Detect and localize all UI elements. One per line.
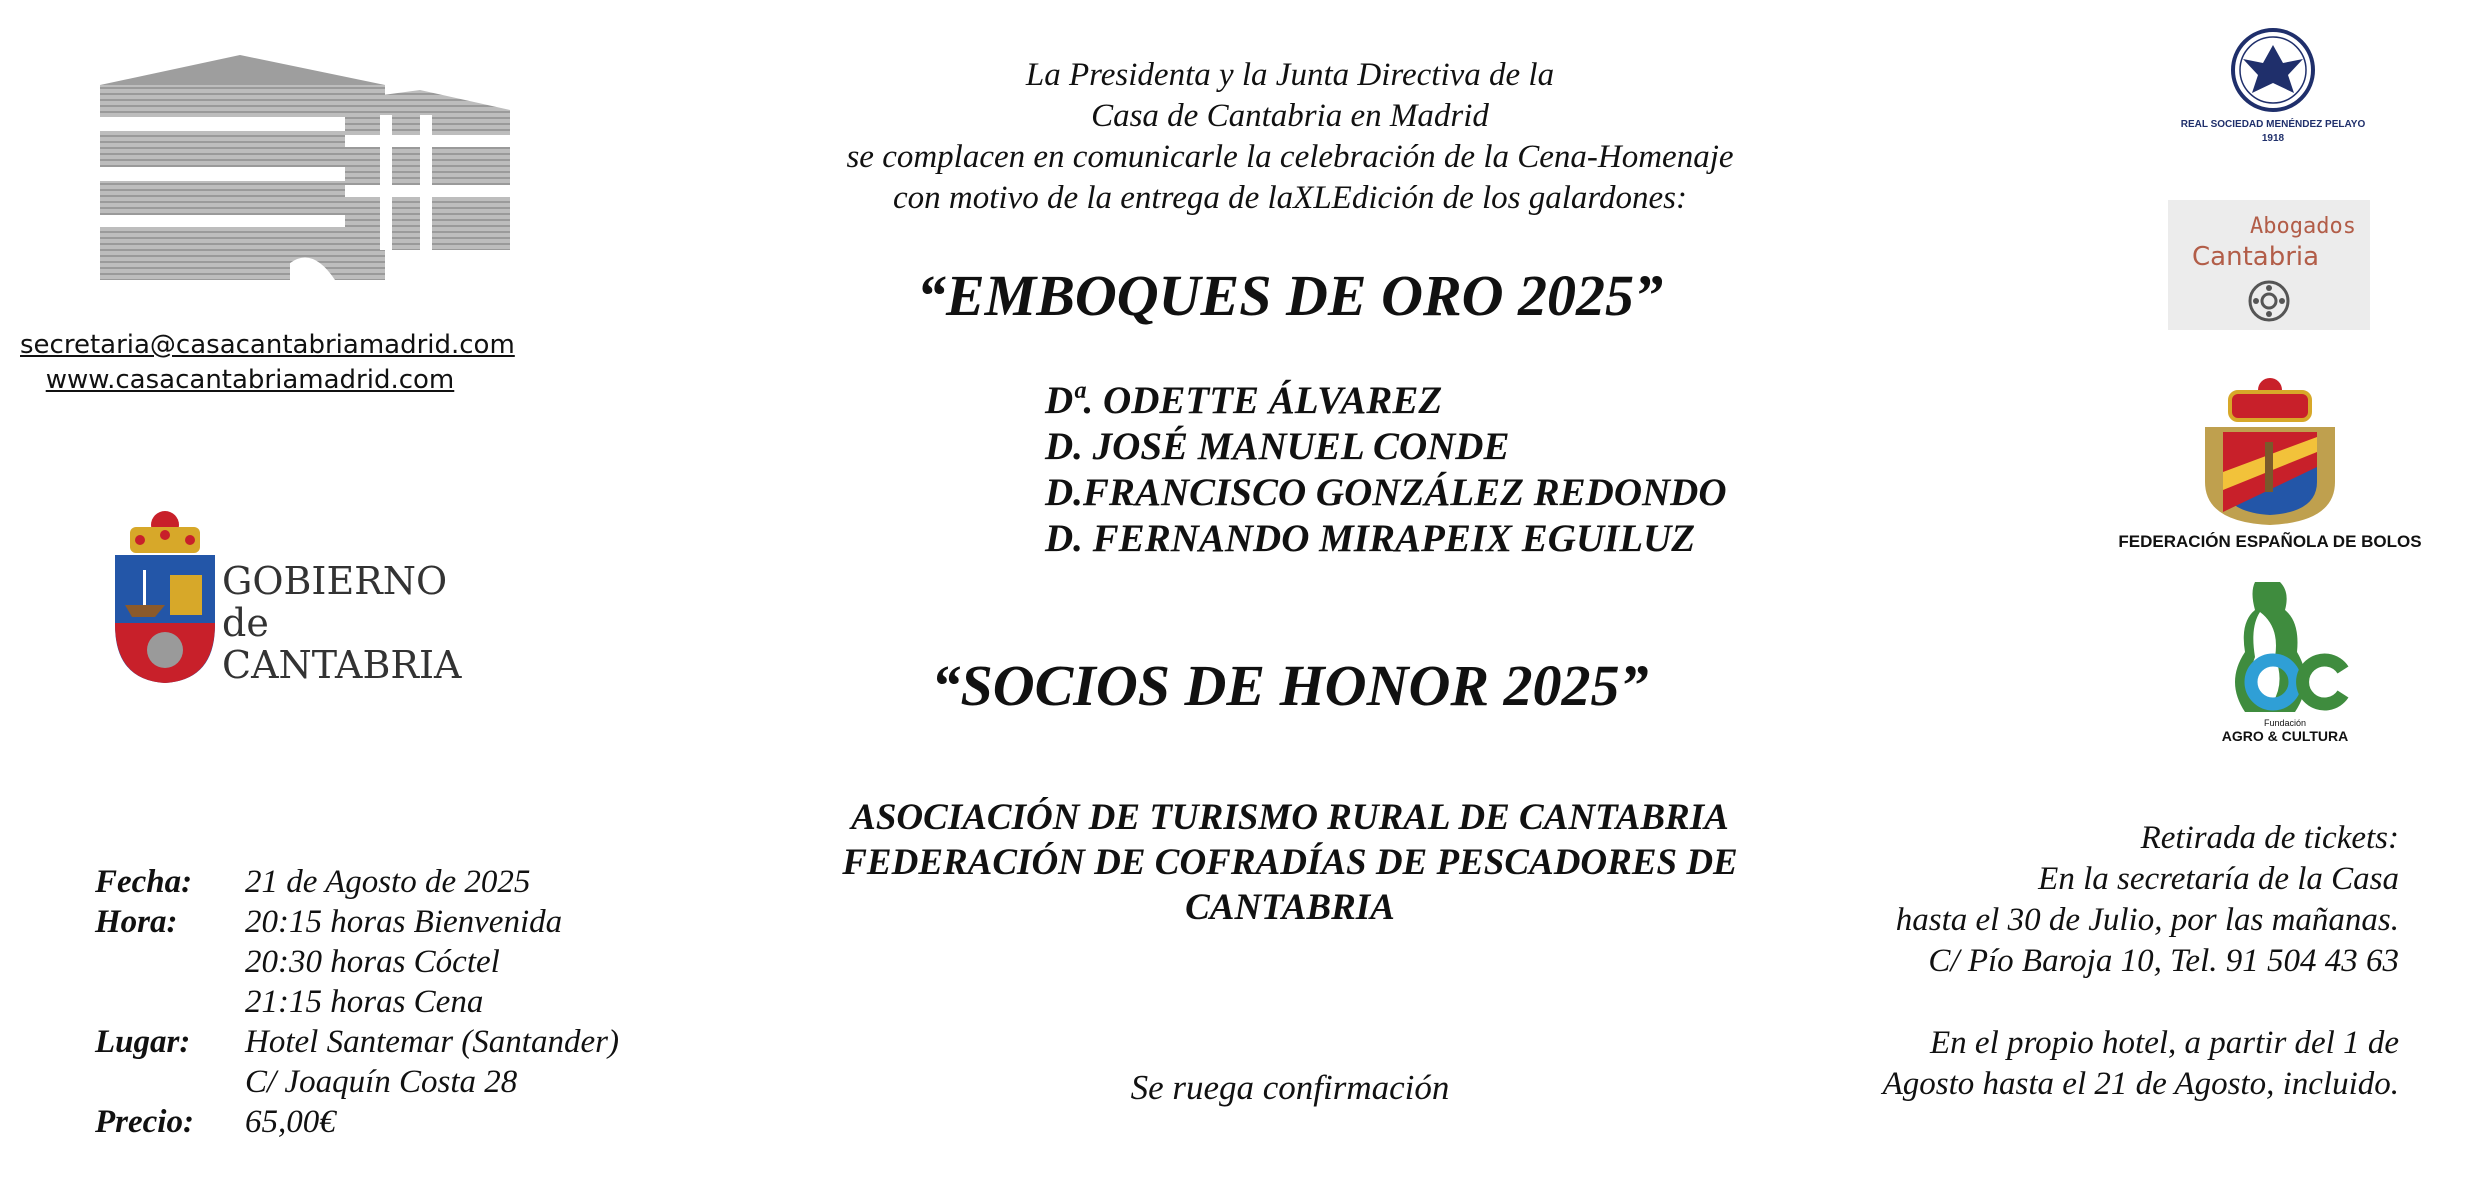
fecha-label: Fecha: bbox=[95, 864, 193, 900]
gobierno-line-1: GOBIERNO bbox=[222, 559, 448, 603]
socio-line: ASOCIACIÓN DE TURISMO RURAL DE CANTABRIA bbox=[851, 797, 1729, 838]
menendez-pelayo-caption bbox=[2168, 118, 2378, 146]
abogados-line-2: Cantabria bbox=[2192, 242, 2320, 272]
empty-cell bbox=[95, 942, 245, 982]
lugar-row bbox=[95, 1022, 619, 1062]
socio-line: FEDERACIÓN DE COFRADÍAS DE PESCADORES DE bbox=[842, 842, 1738, 883]
tickets-line: C/ Pío Baroja 10, Tel. 91 504 43 63 bbox=[1928, 943, 2399, 979]
agro-cultura-caption bbox=[2180, 718, 2390, 744]
hora-label: Hora: bbox=[95, 904, 178, 940]
agro-cultura-logo-icon bbox=[2225, 582, 2355, 717]
precio-label: Precio: bbox=[95, 1104, 194, 1140]
intro-line: se complacen en comunicarle la celebración de la Cena-Homenaje bbox=[846, 139, 1734, 175]
tickets-info bbox=[1599, 818, 2399, 1105]
confirmation-note: Se ruega confirmación bbox=[1130, 1068, 1450, 1107]
website-link[interactable]: www.casacantabriamadrid.com bbox=[45, 365, 455, 395]
event-info-table bbox=[95, 862, 619, 1142]
empty-cell bbox=[95, 1062, 245, 1102]
fecha-value: 21 de Agosto de 2025 bbox=[245, 864, 531, 900]
spacer bbox=[1599, 982, 2399, 1023]
intro-line: con motivo de la entrega de laXLEdición de los galardones: bbox=[893, 180, 1687, 216]
gobierno-cantabria-wordmark bbox=[222, 560, 461, 686]
invitation-intro bbox=[760, 55, 1820, 219]
lugar-row-2 bbox=[95, 1062, 619, 1102]
emboques-title: “EMBOQUES DE ORO 2025” bbox=[916, 263, 1664, 328]
fecha-row bbox=[95, 862, 619, 902]
hora-value: 20:30 horas Cóctel bbox=[245, 944, 500, 980]
menendez-pelayo-eagle-icon bbox=[2228, 25, 2318, 115]
precio-value: 65,00€ bbox=[245, 1104, 336, 1140]
tickets-line: hasta el 30 de Julio, por las mañanas. bbox=[1895, 902, 2399, 938]
honoree-name: Dª. ODETTE ÁLVAREZ bbox=[1045, 379, 1443, 422]
gobierno-line-3: CANTABRIA bbox=[222, 643, 462, 687]
casa-cantabria-building-logo bbox=[90, 55, 515, 295]
menendez-pelayo-line-2: 1918 bbox=[2261, 133, 2285, 144]
gobierno-line-2: de bbox=[222, 601, 269, 645]
hora-value: 21:15 horas Cena bbox=[245, 984, 484, 1020]
email-link[interactable]: secretaria@casacantabriamadrid.com bbox=[20, 330, 515, 360]
honoree-name: D. JOSÉ MANUEL CONDE bbox=[1045, 425, 1510, 468]
honoree-name: D.FRANCISCO GONZÁLEZ REDONDO bbox=[1045, 471, 1727, 514]
lugar-label: Lugar: bbox=[95, 1024, 191, 1060]
empty-cell bbox=[95, 982, 245, 1022]
socio-line: CANTABRIA bbox=[1185, 887, 1395, 928]
bolos-caption: FEDERACIÓN ESPAÑOLA DE BOLOS bbox=[2118, 532, 2422, 551]
lugar-value: Hotel Santemar (Santander) bbox=[245, 1024, 619, 1060]
tickets-line: Retirada de tickets: bbox=[2140, 820, 2399, 856]
agro-small: Fundación bbox=[2263, 718, 2307, 728]
tickets-line: Agosto hasta el 21 de Agosto, incluido. bbox=[1882, 1066, 2399, 1102]
hora-row bbox=[95, 902, 619, 942]
precio-row bbox=[95, 1102, 619, 1142]
hora-row-3 bbox=[95, 982, 619, 1022]
federacion-bolos-crest-icon bbox=[2195, 372, 2345, 527]
intro-line: Casa de Cantabria en Madrid bbox=[1091, 98, 1489, 134]
gobierno-cantabria-shield-icon bbox=[110, 505, 220, 685]
hora-value: 20:15 horas Bienvenida bbox=[245, 904, 563, 940]
emboques-names-list bbox=[1045, 378, 1727, 562]
hora-row-2 bbox=[95, 942, 619, 982]
agro-caption: AGRO & CULTURA bbox=[2221, 728, 2349, 744]
intro-line: La Presidenta y la Junta Directiva de la bbox=[1025, 57, 1555, 93]
socios-title: “SOCIOS DE HONOR 2025” bbox=[931, 653, 1649, 718]
abogados-emblem-icon bbox=[2248, 280, 2290, 322]
menendez-pelayo-line-1: REAL SOCIEDAD MENÉNDEZ PELAYO bbox=[2180, 119, 2366, 130]
honoree-name: D. FERNANDO MIRAPEIX EGUILUZ bbox=[1045, 517, 1696, 560]
lugar-value: C/ Joaquín Costa 28 bbox=[245, 1064, 518, 1100]
tickets-line: En la secretaría de la Casa bbox=[2038, 861, 2399, 897]
abogados-cantabria-logo bbox=[2168, 200, 2370, 330]
abogados-line-1: Abogados bbox=[2250, 214, 2356, 239]
contact-links bbox=[20, 328, 515, 398]
tickets-line: En el propio hotel, a partir del 1 de bbox=[1930, 1025, 2399, 1061]
